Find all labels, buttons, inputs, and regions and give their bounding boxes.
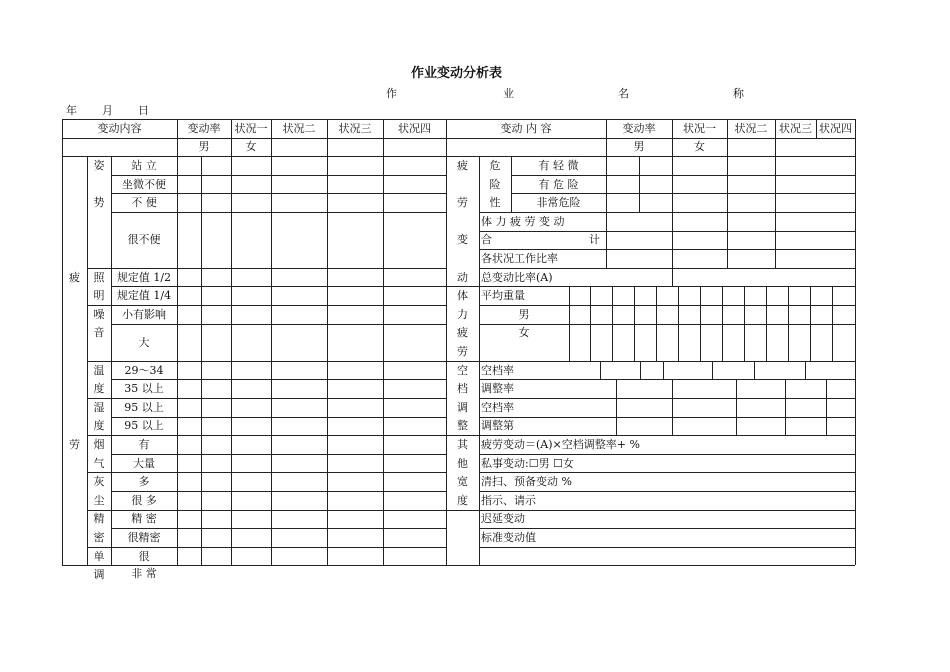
factor-item: 站 立 <box>131 159 157 172</box>
grid-rule-horizontal <box>62 119 446 120</box>
left-header-status-1: 状况一 <box>234 121 268 135</box>
factor-item: 很精密 <box>127 531 161 544</box>
danger-item: 非常危险 <box>536 196 581 210</box>
date-year-label: 年 <box>66 104 77 117</box>
factor-item: 大量 <box>133 456 155 470</box>
grid-rule-horizontal <box>479 249 855 250</box>
other-margin-char: 宽 <box>457 475 468 489</box>
grid-rule-horizontal <box>479 212 855 213</box>
grid-rule-horizontal <box>446 156 855 157</box>
grid-rule-vertical <box>700 286 701 360</box>
factor-label-char: 噪 <box>93 307 105 321</box>
average-weight-label: 平均重量 <box>481 289 525 303</box>
gap-adjust-item: 调整第 <box>481 419 514 433</box>
grid-rule-vertical <box>327 119 328 565</box>
grid-rule-vertical <box>640 361 641 380</box>
factor-label-char: 单 <box>93 549 105 563</box>
grid-rule-horizontal <box>111 510 446 511</box>
factor-label-char: 密 <box>93 531 105 544</box>
grid-rule-vertical <box>569 286 570 360</box>
left-header-rate: 变动率 <box>187 121 221 135</box>
factor-label-char: 灰 <box>93 475 105 489</box>
gap-adjust-item: 空档率 <box>481 363 514 377</box>
grid-rule-horizontal <box>87 547 111 548</box>
grid-rule-horizontal <box>479 379 855 380</box>
grid-rule-horizontal <box>62 138 446 139</box>
grid-rule-vertical <box>736 379 737 435</box>
physical-fatigue-char: 力 <box>457 307 468 321</box>
grid-rule-horizontal <box>479 510 855 511</box>
grid-rule-horizontal <box>479 305 855 306</box>
grid-rule-vertical <box>855 119 856 565</box>
other-margin-char: 其 <box>457 438 468 451</box>
other-margin-item: 标准变动值 <box>481 531 536 544</box>
danger-char: 危 <box>489 159 501 172</box>
factor-item: 95 以上 <box>124 400 164 414</box>
grid-rule-horizontal <box>111 212 446 213</box>
factor-label-char: 气 <box>93 456 105 470</box>
grid-rule-horizontal <box>479 398 855 399</box>
right-header-content: 变动 内 容 <box>500 121 552 135</box>
factor-label-char: 度 <box>93 419 105 433</box>
grid-rule-horizontal <box>446 565 855 566</box>
grid-rule-vertical <box>678 286 679 360</box>
grid-rule-horizontal <box>111 268 446 269</box>
grid-rule-vertical <box>826 379 827 435</box>
factor-item: 有 <box>138 438 150 451</box>
factor-item: 坐微不便 <box>122 177 166 191</box>
other-margin-item: 私事变动:☐男 ☐女 <box>481 456 574 470</box>
grid-rule-vertical <box>612 286 613 360</box>
grid-rule-horizontal <box>111 528 446 529</box>
grid-rule-vertical <box>600 361 601 380</box>
grid-rule-horizontal <box>87 305 111 306</box>
fatigue-label-char: 劳 <box>69 438 80 451</box>
danger-char: 险 <box>489 177 501 191</box>
grid-rule-vertical <box>722 286 723 360</box>
grid-rule-vertical <box>672 379 673 435</box>
grid-rule-vertical <box>271 119 272 565</box>
grid-rule-vertical <box>656 286 657 360</box>
grid-rule-horizontal <box>479 472 855 473</box>
physical-female-label: 女 <box>518 326 530 340</box>
factor-item: 很不便 <box>127 233 161 247</box>
grid-rule-horizontal <box>111 361 446 362</box>
grid-rule-vertical <box>788 286 789 360</box>
factor-item: 不 便 <box>131 196 157 210</box>
factor-label-char: 姿 <box>93 159 105 172</box>
grid-rule-horizontal <box>87 268 111 269</box>
grid-rule-vertical <box>855 361 856 380</box>
grid-rule-horizontal <box>446 361 855 362</box>
grid-rule-horizontal <box>111 435 446 436</box>
grid-rule-horizontal <box>111 398 446 399</box>
left-gender-male: 男 <box>198 140 210 154</box>
gap-adjust-char: 空 <box>457 363 468 377</box>
factor-label-char: 音 <box>93 326 105 340</box>
grid-rule-horizontal <box>87 398 111 399</box>
factor-item: 29～34 <box>124 363 164 377</box>
other-margin-char: 他 <box>457 456 468 470</box>
grid-rule-horizontal <box>87 510 111 511</box>
factor-item: 精 密 <box>131 512 157 526</box>
grid-rule-horizontal <box>446 286 855 287</box>
grid-rule-horizontal <box>479 454 855 455</box>
left-header-status-2: 状况二 <box>282 121 316 135</box>
physical-fatigue-char: 体 <box>457 289 468 303</box>
grid-rule-vertical <box>639 156 640 212</box>
grid-rule-vertical <box>832 286 833 360</box>
grid-rule-horizontal <box>111 286 446 287</box>
gap-adjust-item: 空档率 <box>481 400 514 414</box>
factor-item: 大 <box>138 335 150 349</box>
factor-label-char: 势 <box>93 196 105 210</box>
grid-rule-horizontal <box>446 138 855 139</box>
right-header-status-1: 状况一 <box>683 121 716 135</box>
grid-rule-vertical <box>663 361 664 380</box>
grid-rule-vertical <box>805 361 806 380</box>
grid-rule-horizontal <box>111 472 446 473</box>
left-header-status-4: 状况四 <box>398 121 431 135</box>
left-header-content: 变动内容 <box>97 121 142 135</box>
grid-rule-vertical <box>231 119 232 565</box>
factor-label-char: 调 <box>93 568 105 582</box>
grid-rule-horizontal <box>111 193 446 194</box>
right-gender-female: 女 <box>694 140 705 154</box>
fatigue-label-char: 疲 <box>69 270 80 284</box>
grid-rule-horizontal <box>111 491 446 492</box>
physical-fatigue-char: 劳 <box>457 345 468 358</box>
grid-rule-horizontal <box>479 528 855 529</box>
factor-item: 多 <box>138 475 150 489</box>
grid-rule-horizontal <box>111 379 446 380</box>
grid-rule-vertical <box>754 361 755 380</box>
factor-label-char: 尘 <box>93 493 105 507</box>
other-margin-item: 清扫、预备变动 % <box>481 475 572 489</box>
grid-rule-horizontal <box>111 547 446 548</box>
grid-rule-horizontal <box>111 417 446 418</box>
factor-label-char: 精 <box>93 512 105 526</box>
fatigue-change-char: 变 <box>457 233 468 247</box>
right-header-rate: 变动率 <box>622 121 656 135</box>
grid-rule-horizontal <box>511 193 855 194</box>
grid-rule-vertical <box>785 379 786 435</box>
factor-label-char: 湿 <box>93 400 105 414</box>
other-margin-char: 度 <box>457 493 468 507</box>
grid-rule-horizontal <box>87 435 111 436</box>
header-char: 称 <box>733 87 744 100</box>
factor-item: 很 <box>138 549 150 563</box>
grid-rule-vertical <box>766 286 767 360</box>
factor-item: 规定值 1/2 <box>116 270 172 284</box>
grid-rule-horizontal <box>446 510 479 511</box>
grid-rule-vertical <box>616 379 617 435</box>
header-char: 作 <box>386 87 397 100</box>
factor-item: 非 常 <box>131 567 157 581</box>
other-margin-item: 疲劳变动＝(A)×空档调整率+ % <box>481 438 640 451</box>
date-day-label: 日 <box>138 104 149 117</box>
factor-item: 很 多 <box>131 493 157 507</box>
gap-adjust-char: 整 <box>457 419 468 433</box>
grid-rule-vertical <box>712 361 713 380</box>
right-header-status-3: 状况三 <box>779 121 812 135</box>
factor-item: 小有影响 <box>122 307 166 321</box>
right-gender-male: 男 <box>633 140 645 154</box>
danger-item: 有 危 险 <box>538 177 579 191</box>
fatigue-change-char: 疲 <box>457 159 468 172</box>
grid-rule-vertical <box>383 119 384 565</box>
grid-rule-horizontal <box>479 268 855 269</box>
total-variation-ratio-label: 总变动比率(A) <box>481 270 553 284</box>
gap-adjust-char: 档 <box>457 382 468 396</box>
factor-label-char: 烟 <box>93 438 105 451</box>
grid-rule-vertical <box>590 286 591 360</box>
header-char: 业 <box>503 87 514 100</box>
gap-adjust-item: 调整率 <box>481 382 514 396</box>
grid-rule-horizontal <box>479 417 855 418</box>
other-margin-item: 指示、请示 <box>481 493 536 507</box>
gap-adjust-char: 调 <box>457 400 468 414</box>
header-char: 名 <box>618 87 629 100</box>
grid-rule-vertical <box>177 119 178 565</box>
right-header-status-4: 状况四 <box>819 121 852 135</box>
danger-char: 性 <box>489 196 501 210</box>
grid-rule-vertical <box>634 286 635 360</box>
grid-rule-horizontal <box>446 119 855 120</box>
danger-item: 有 轻 微 <box>538 159 579 172</box>
grid-rule-horizontal <box>87 472 111 473</box>
grid-rule-horizontal <box>111 324 446 325</box>
grid-rule-vertical <box>810 286 811 360</box>
left-gender-female: 女 <box>245 140 257 154</box>
right-header-status-2: 状况二 <box>734 121 768 135</box>
physical-male-label: 男 <box>518 307 530 321</box>
date-month-label: 月 <box>102 104 113 117</box>
grid-rule-horizontal <box>111 175 446 176</box>
grid-rule-horizontal <box>446 435 855 436</box>
left-header-status-3: 状况三 <box>338 121 372 135</box>
total-label-char: 计 <box>589 233 600 247</box>
body-fatigue-label: 体 力 疲 劳 变 动 <box>481 214 565 228</box>
fatigue-change-char: 劳 <box>457 196 468 210</box>
grid-rule-horizontal <box>479 491 855 492</box>
factor-item: 规定值 1/4 <box>116 289 172 303</box>
other-margin-item: 迟延变动 <box>481 512 525 526</box>
fatigue-change-char: 动 <box>457 270 468 284</box>
factor-label-char: 照 <box>93 270 105 284</box>
physical-fatigue-char: 疲 <box>457 326 468 340</box>
grid-rule-vertical <box>744 286 745 360</box>
total-label-char: 合 <box>481 233 492 247</box>
factor-label-char: 明 <box>93 289 105 303</box>
factor-label-char: 温 <box>93 363 105 377</box>
status-ratio-label: 各状况工作比率 <box>481 252 558 265</box>
grid-rule-vertical <box>672 249 673 286</box>
grid-rule-horizontal <box>479 547 855 548</box>
factor-item: 95 以上 <box>124 419 164 433</box>
page-title: 作业变动分析表 <box>411 66 503 81</box>
factor-item: 35 以上 <box>124 382 164 396</box>
grid-rule-horizontal <box>479 324 855 325</box>
grid-rule-horizontal <box>511 175 855 176</box>
grid-rule-horizontal <box>62 156 446 157</box>
factor-label-char: 度 <box>93 382 105 396</box>
grid-rule-horizontal <box>62 565 446 566</box>
grid-rule-horizontal <box>87 361 111 362</box>
grid-rule-horizontal <box>111 305 446 306</box>
grid-rule-vertical <box>62 119 63 565</box>
grid-rule-horizontal <box>479 231 855 232</box>
grid-rule-horizontal <box>111 454 446 455</box>
